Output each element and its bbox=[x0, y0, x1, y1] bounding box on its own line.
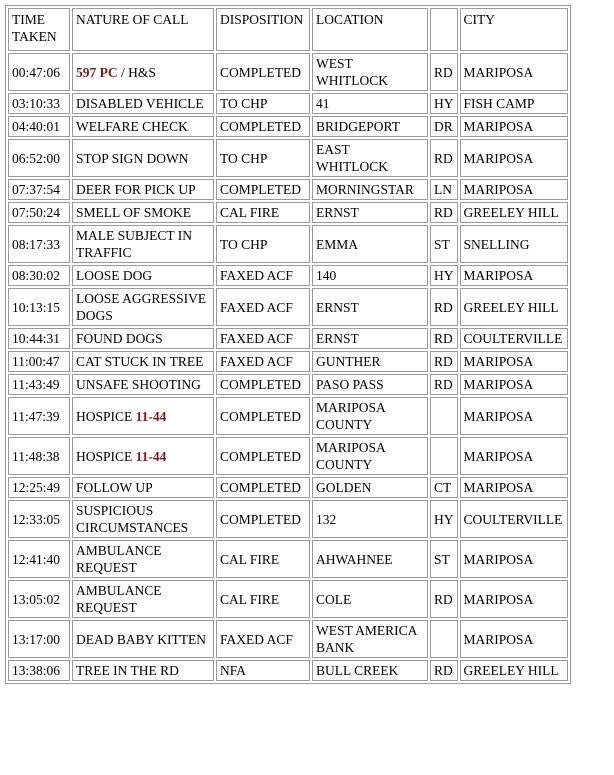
cell-location: MARIPOSA COUNTY bbox=[312, 437, 428, 475]
cell-city: COULTERVILLE bbox=[460, 328, 568, 349]
cell-location: COLE bbox=[312, 580, 428, 618]
cell-nature bbox=[72, 580, 214, 618]
cell-suffix: HY bbox=[430, 93, 458, 114]
cell-suffix: RD bbox=[430, 288, 458, 326]
cell-city: COULTERVILLE bbox=[460, 500, 568, 538]
cell-location: BULL CREEK bbox=[312, 660, 428, 681]
nature-text: / H&S bbox=[117, 64, 156, 80]
cell-city: MARIPOSA bbox=[460, 540, 568, 578]
cell-city: MARIPOSA bbox=[460, 265, 568, 286]
cell-suffix bbox=[430, 437, 458, 475]
cell-disposition: TO CHP bbox=[216, 93, 310, 114]
cell-disposition: COMPLETED bbox=[216, 374, 310, 395]
cell-nature bbox=[72, 225, 214, 263]
cell-time: 03:10:33 bbox=[8, 93, 70, 114]
nature-text: UNSAFE SHOOTING bbox=[76, 377, 201, 392]
cell-suffix: ST bbox=[430, 540, 458, 578]
cell-location: ERNST bbox=[312, 202, 428, 223]
call-log bbox=[5, 5, 571, 684]
nature-text: MALE SUBJECT IN TRAFFIC bbox=[76, 228, 193, 260]
nature-text: TREE IN THE RD bbox=[76, 663, 179, 678]
table-row bbox=[8, 328, 568, 349]
cell-nature bbox=[72, 540, 214, 578]
cell-nature bbox=[72, 139, 214, 177]
cell-suffix: RD bbox=[430, 139, 458, 177]
cell-city: SNELLING bbox=[460, 225, 568, 263]
cell-location: AHWAHNEE bbox=[312, 540, 428, 578]
cell-disposition: COMPLETED bbox=[216, 179, 310, 200]
cell-disposition: FAXED ACF bbox=[216, 328, 310, 349]
cell-nature bbox=[72, 500, 214, 538]
cell-time: 08:30:02 bbox=[8, 265, 70, 286]
nature-text: FOLLOW UP bbox=[76, 480, 153, 495]
cell-city: MARIPOSA bbox=[460, 179, 568, 200]
cell-disposition: CAL FIRE bbox=[216, 202, 310, 223]
cell-suffix: ST bbox=[430, 225, 458, 263]
table-row bbox=[8, 139, 568, 177]
cell-nature bbox=[72, 93, 214, 114]
cell-nature bbox=[72, 53, 214, 91]
nature-text: SUSPICIOUS CIRCUMSTANCES bbox=[76, 503, 189, 535]
cell-location: WEST WHITLOCK bbox=[312, 53, 428, 91]
cell-suffix bbox=[430, 397, 458, 435]
cell-disposition: COMPLETED bbox=[216, 500, 310, 538]
nature-text: HOSPICE bbox=[76, 448, 136, 464]
cell-location: GUNTHER bbox=[312, 351, 428, 372]
cell-time: 07:37:54 bbox=[8, 179, 70, 200]
cell-city: MARIPOSA bbox=[460, 139, 568, 177]
table-row bbox=[8, 620, 568, 658]
cell-disposition: FAXED ACF bbox=[216, 265, 310, 286]
cell-city: MARIPOSA bbox=[460, 477, 568, 498]
cell-suffix: RD bbox=[430, 53, 458, 91]
table-row bbox=[8, 288, 568, 326]
cell-time: 08:17:33 bbox=[8, 225, 70, 263]
cell-disposition: COMPLETED bbox=[216, 437, 310, 475]
cell-location: MORNINGSTAR bbox=[312, 179, 428, 200]
cell-disposition: TO CHP bbox=[216, 225, 310, 263]
nature-text: SMELL OF SMOKE bbox=[76, 205, 192, 220]
table-row bbox=[8, 660, 568, 681]
header-time: TIME TAKEN bbox=[8, 8, 70, 51]
cell-nature bbox=[72, 374, 214, 395]
cell-location: GOLDEN bbox=[312, 477, 428, 498]
cell-suffix: RD bbox=[430, 660, 458, 681]
table-row bbox=[8, 93, 568, 114]
cell-disposition: COMPLETED bbox=[216, 397, 310, 435]
cell-time: 07:50:24 bbox=[8, 202, 70, 223]
cell-nature bbox=[72, 265, 214, 286]
cell-nature bbox=[72, 351, 214, 372]
cell-disposition: FAXED ACF bbox=[216, 288, 310, 326]
cell-suffix: RD bbox=[430, 580, 458, 618]
table-row bbox=[8, 437, 568, 475]
cell-suffix: HY bbox=[430, 265, 458, 286]
cell-location: ERNST bbox=[312, 328, 428, 349]
cell-city: MARIPOSA bbox=[460, 620, 568, 658]
cell-city: MARIPOSA bbox=[460, 53, 568, 91]
cell-disposition: CAL FIRE bbox=[216, 540, 310, 578]
table-row bbox=[8, 225, 568, 263]
cell-disposition: CAL FIRE bbox=[216, 580, 310, 618]
cell-time: 00:47:06 bbox=[8, 53, 70, 91]
cell-disposition: NFA bbox=[216, 660, 310, 681]
table-row bbox=[8, 265, 568, 286]
cell-time: 04:40:01 bbox=[8, 116, 70, 137]
table-row bbox=[8, 500, 568, 538]
cell-time: 13:17:00 bbox=[8, 620, 70, 658]
table-row bbox=[8, 202, 568, 223]
cell-time: 11:48:38 bbox=[8, 437, 70, 475]
nature-text: HOSPICE bbox=[76, 408, 136, 424]
nature-text: WELFARE CHECK bbox=[76, 119, 188, 134]
cell-nature bbox=[72, 660, 214, 681]
cell-nature bbox=[72, 477, 214, 498]
cell-disposition: TO CHP bbox=[216, 139, 310, 177]
cell-nature bbox=[72, 620, 214, 658]
cell-suffix: RD bbox=[430, 202, 458, 223]
nature-text: AMBULANCE REQUEST bbox=[76, 583, 162, 615]
cell-city: MARIPOSA bbox=[460, 351, 568, 372]
cell-suffix: RD bbox=[430, 328, 458, 349]
cell-city: GREELEY HILL bbox=[460, 288, 568, 326]
table-body bbox=[8, 53, 568, 681]
cell-disposition: COMPLETED bbox=[216, 477, 310, 498]
cell-disposition: COMPLETED bbox=[216, 53, 310, 91]
table-row bbox=[8, 351, 568, 372]
nature-text: DEAD BABY KITTEN bbox=[76, 631, 206, 647]
header-row bbox=[8, 8, 568, 51]
cell-time: 12:25:49 bbox=[8, 477, 70, 498]
cell-nature bbox=[72, 328, 214, 349]
cell-nature bbox=[72, 397, 214, 435]
cell-time: 11:43:49 bbox=[8, 374, 70, 395]
cell-city: FISH CAMP bbox=[460, 93, 568, 114]
cell-location: PASO PASS bbox=[312, 374, 428, 395]
nature-text: STOP SIGN DOWN bbox=[76, 150, 189, 166]
cell-city: MARIPOSA bbox=[460, 580, 568, 618]
cell-time: 13:38:06 bbox=[8, 660, 70, 681]
cell-time: 10:13:15 bbox=[8, 288, 70, 326]
header-suffix bbox=[430, 8, 458, 51]
table-row bbox=[8, 540, 568, 578]
cell-suffix: CT bbox=[430, 477, 458, 498]
cell-time: 13:05:02 bbox=[8, 580, 70, 618]
table-row bbox=[8, 179, 568, 200]
cell-time: 12:33:05 bbox=[8, 500, 70, 538]
table-row bbox=[8, 580, 568, 618]
penal-code: 597 PC bbox=[76, 64, 118, 80]
cell-suffix: HY bbox=[430, 500, 458, 538]
cell-location: EMMA bbox=[312, 225, 428, 263]
table-row bbox=[8, 53, 568, 91]
cell-city: MARIPOSA bbox=[460, 374, 568, 395]
cell-suffix: RD bbox=[430, 351, 458, 372]
cell-nature bbox=[72, 288, 214, 326]
cell-location: ERNST bbox=[312, 288, 428, 326]
cell-city: GREELEY HILL bbox=[460, 202, 568, 223]
radio-code: 11-44 bbox=[135, 408, 167, 424]
cell-nature bbox=[72, 116, 214, 137]
cell-location: MARIPOSA COUNTY bbox=[312, 397, 428, 435]
cell-disposition: COMPLETED bbox=[216, 116, 310, 137]
cell-location: BRIDGEPORT bbox=[312, 116, 428, 137]
cell-time: 11:47:39 bbox=[8, 397, 70, 435]
nature-text: FOUND DOGS bbox=[76, 331, 163, 346]
cell-suffix: DR bbox=[430, 116, 458, 137]
nature-text: DISABLED VEHICLE bbox=[76, 96, 204, 111]
radio-code: 11-44 bbox=[135, 448, 167, 464]
table-row bbox=[8, 397, 568, 435]
cell-city: MARIPOSA bbox=[460, 397, 568, 435]
cell-location: 132 bbox=[312, 500, 428, 538]
cell-suffix bbox=[430, 620, 458, 658]
header-nature: NATURE OF CALL bbox=[72, 8, 214, 51]
call-log-table bbox=[5, 5, 571, 684]
cell-location: 41 bbox=[312, 93, 428, 114]
cell-disposition: FAXED ACF bbox=[216, 351, 310, 372]
cell-city: MARIPOSA bbox=[460, 116, 568, 137]
cell-disposition: FAXED ACF bbox=[216, 620, 310, 658]
nature-text: LOOSE AGGRESSIVE DOGS bbox=[76, 291, 207, 323]
cell-nature bbox=[72, 179, 214, 200]
table-row bbox=[8, 116, 568, 137]
nature-text: AMBULANCE REQUEST bbox=[76, 543, 162, 575]
nature-text: LOOSE DOG bbox=[76, 268, 153, 283]
cell-location: EAST WHITLOCK bbox=[312, 139, 428, 177]
cell-nature bbox=[72, 437, 214, 475]
header-city: CITY bbox=[460, 8, 568, 51]
cell-location: 140 bbox=[312, 265, 428, 286]
nature-text: DEER FOR PICK UP bbox=[76, 182, 196, 197]
cell-time: 11:00:47 bbox=[8, 351, 70, 372]
table-row bbox=[8, 374, 568, 395]
table-row bbox=[8, 477, 568, 498]
cell-time: 06:52:00 bbox=[8, 139, 70, 177]
cell-suffix: LN bbox=[430, 179, 458, 200]
cell-time: 12:41:40 bbox=[8, 540, 70, 578]
cell-nature bbox=[72, 202, 214, 223]
nature-text: CAT STUCK IN TREE bbox=[76, 354, 204, 369]
cell-city: MARIPOSA bbox=[460, 437, 568, 475]
header-location: LOCATION bbox=[312, 8, 428, 51]
cell-city: GREELEY HILL bbox=[460, 660, 568, 681]
header-disposition: DISPOSITION bbox=[216, 8, 310, 51]
cell-suffix: RD bbox=[430, 374, 458, 395]
cell-location: WEST AMERICA BANK bbox=[312, 620, 428, 658]
cell-time: 10:44:31 bbox=[8, 328, 70, 349]
